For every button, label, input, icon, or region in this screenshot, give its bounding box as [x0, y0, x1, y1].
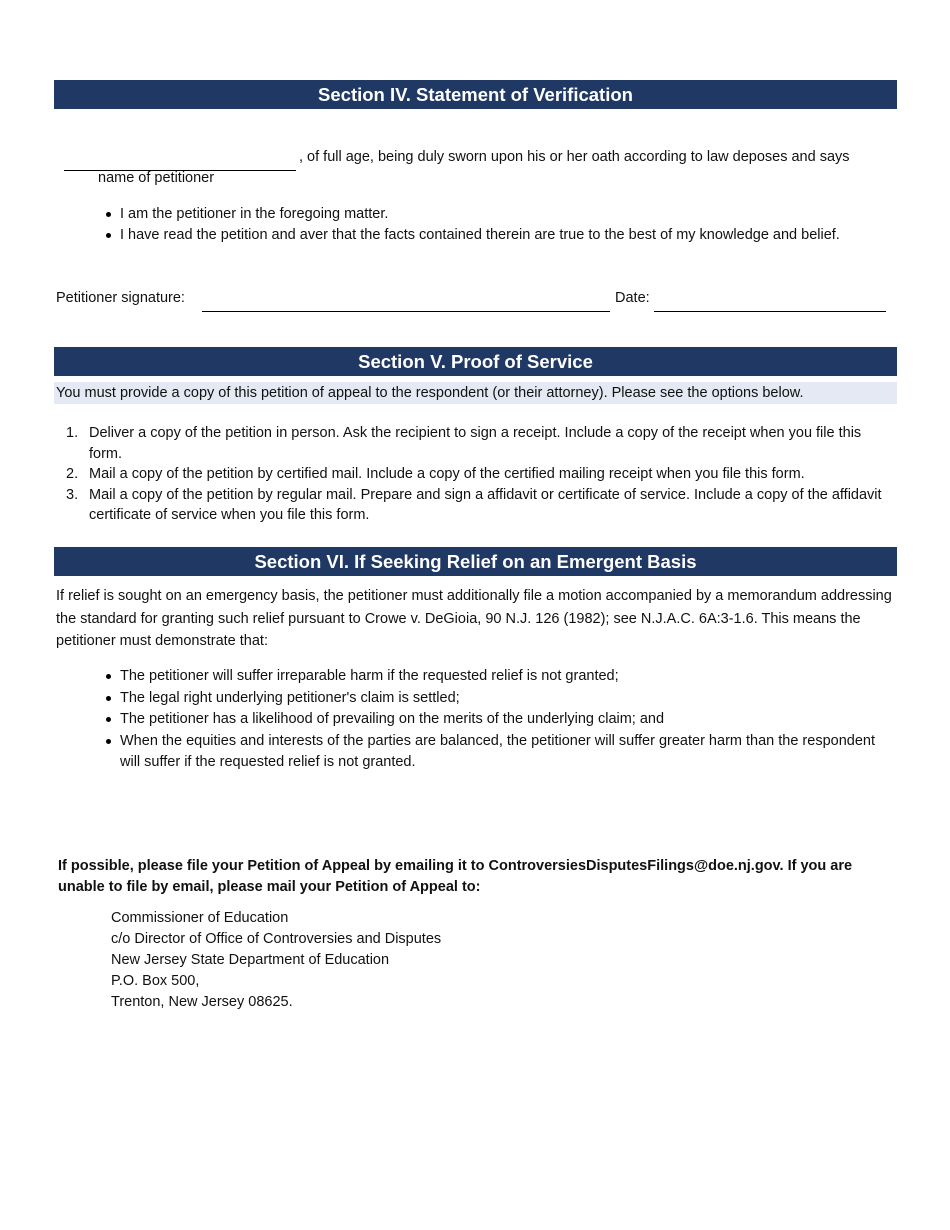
list-text: Mail a copy of the petition by regular mail. Prepare and sign a affidavit or certificate of service. Include a copy of the affidavit certificate of service when you file this form. — [89, 486, 882, 523]
section-vi-header: Section VI. If Seeking Relief on an Emergent Basis — [54, 547, 897, 576]
address-line: New Jersey State Department of Education — [111, 952, 390, 968]
list-item — [66, 423, 894, 464]
emergent-intro: If relief is sought on an emergency basis, the petitioner must additionally file a motion accompanied by a memorandum addressing the standard for granting such relief pursuant to Crowe v. DeGioia, 90 N.J. 126 (1982); see N.J.A.C. 6A:3-1.6. This means the petitioner must demonstrate that: — [56, 588, 892, 649]
list-text: Deliver a copy of the petition in person. Ask the recipient to sign a receipt. Include a copy of the receipt when you file this form. — [89, 425, 862, 462]
list-item — [66, 485, 894, 526]
emergent-criteria-list — [104, 666, 879, 774]
list-item: When the equities and interests of the parties are balanced, the petitioner will suffer greater harm than the respondent will suffer if the requested relief is not granted. — [104, 731, 879, 774]
date-line[interactable] — [654, 311, 886, 312]
list-item: I am the petitioner in the foregoing matter. — [104, 204, 874, 225]
oath-text: , of full age, being duly sworn upon his or her oath according to law deposes and says — [299, 149, 850, 165]
address-line: Commissioner of Education — [111, 910, 289, 926]
date-label: Date: — [615, 290, 650, 306]
address-line: P.O. Box 500, — [111, 973, 200, 989]
list-number: 1. — [66, 425, 79, 441]
list-text: Mail a copy of the petition by certified mail. Include a copy of the certified mailing receipt when you file this form. — [89, 466, 805, 482]
address-line: c/o Director of Office of Controversies and Disputes — [111, 931, 442, 947]
section-v-header: Section V. Proof of Service — [54, 347, 897, 376]
service-notice — [54, 382, 897, 404]
verification-list — [104, 204, 874, 245]
mailing-address — [111, 908, 611, 1013]
section-iv-header: Section IV. Statement of Verification — [54, 80, 897, 109]
list-number: 2. — [66, 466, 79, 482]
list-item: The legal right underlying petitioner's claim is settled; — [104, 688, 879, 710]
service-notice-text: You must provide a copy of this petition of appeal to the respondent (or their attorney). Please see the options below. — [56, 385, 804, 401]
service-options-list — [66, 423, 894, 526]
list-item: I have read the petition and aver that the facts contained therein are true to the best of my knowledge and belief. — [104, 225, 874, 246]
name-caption: name of petitioner — [98, 170, 215, 186]
list-item — [66, 464, 894, 485]
filing-instruction: If possible, please file your Petition of Appeal by emailing it to ControversiesDisputesFilings@doe.nj.gov. If you are unable to file by email, please mail your Petition of Appeal to: — [58, 858, 853, 895]
list-number: 3. — [66, 486, 79, 503]
list-item: The petitioner will suffer irreparable harm if the requested relief is not granted; — [104, 666, 879, 688]
signature-line[interactable] — [202, 311, 610, 312]
signature-label: Petitioner signature: — [56, 290, 185, 306]
list-item: The petitioner has a likelihood of prevailing on the merits of the underlying claim; and — [104, 709, 879, 731]
address-line: Trenton, New Jersey 08625. — [111, 994, 293, 1010]
